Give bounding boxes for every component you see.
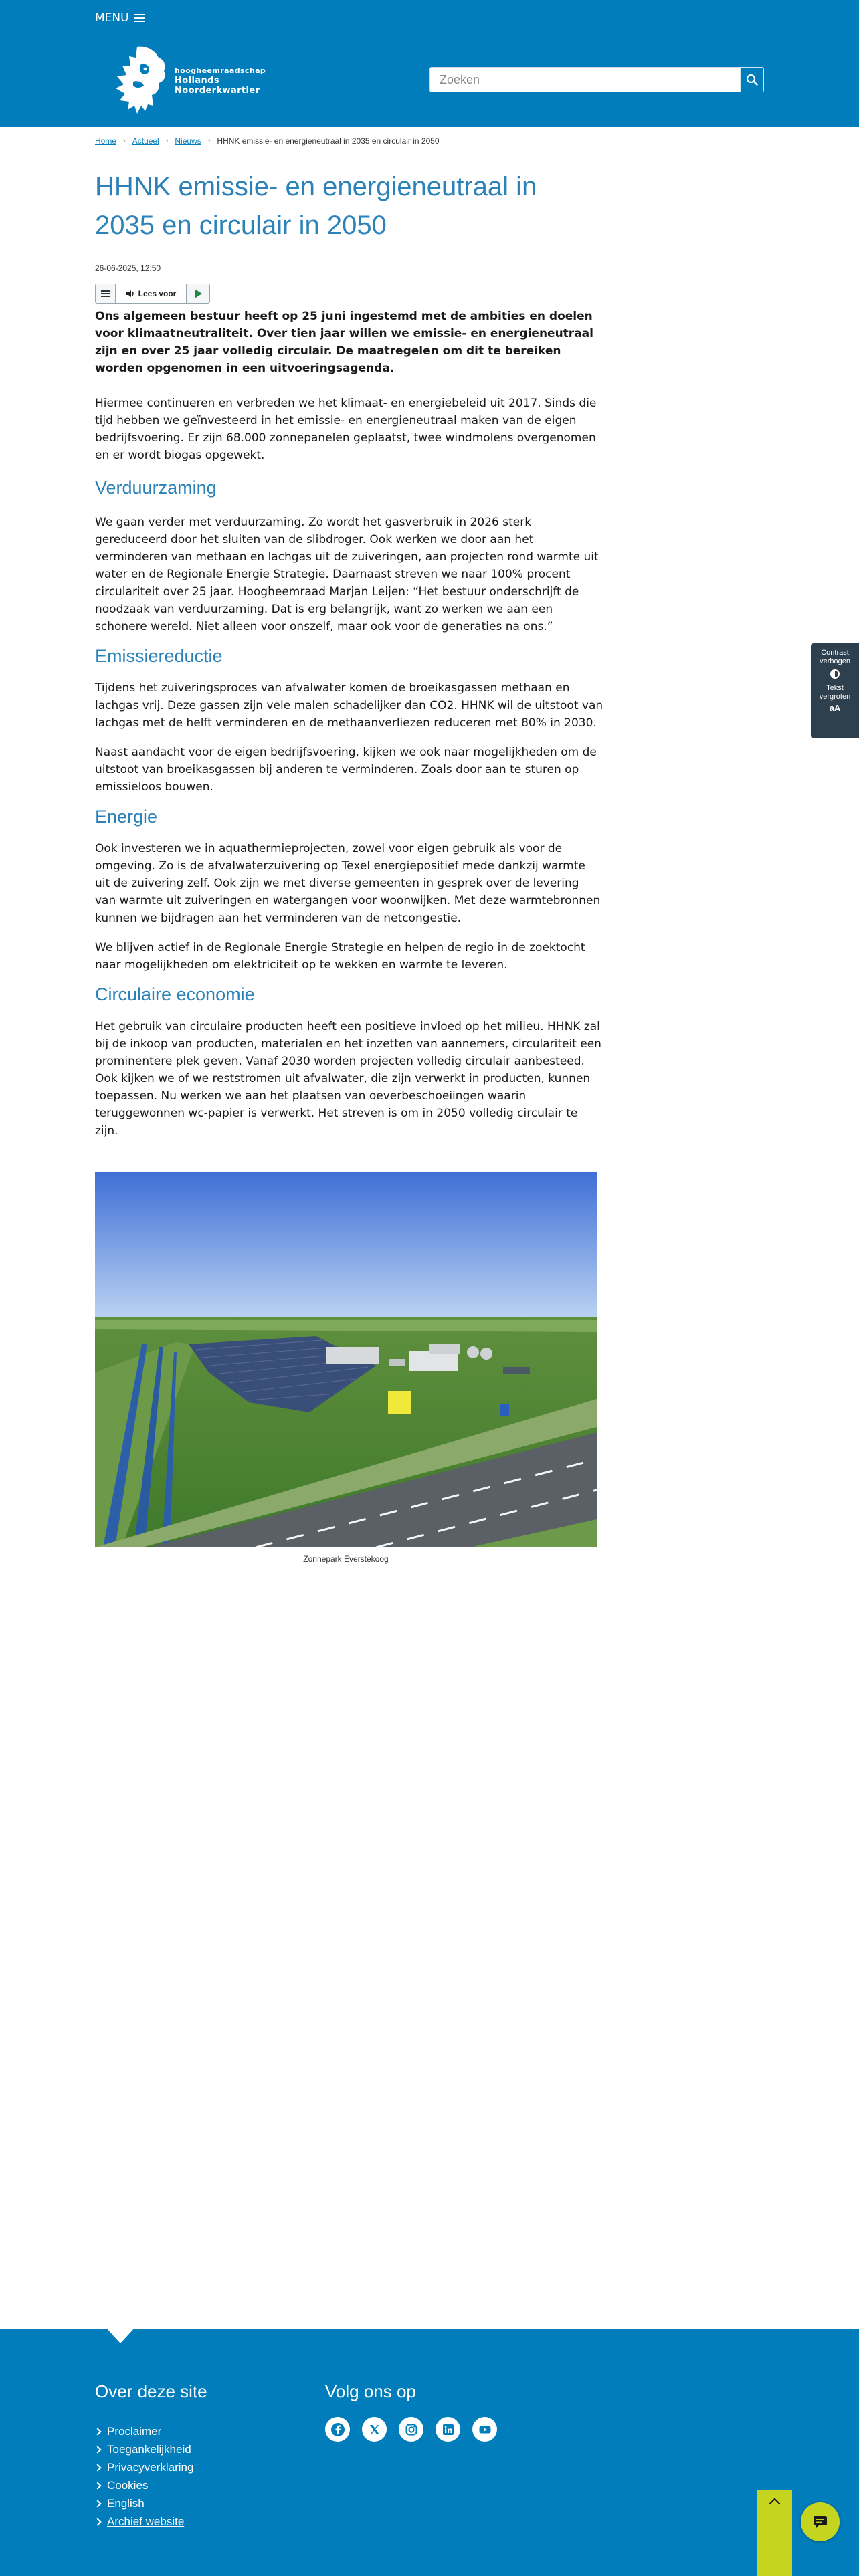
photo-caption: Zonnepark Everstekoog: [303, 1554, 389, 1564]
footer-link-item: [95, 2458, 207, 2476]
logo-text: [175, 66, 266, 96]
heading-emissiereductie: Emissiereductie: [95, 646, 223, 666]
text-size-icon: aA: [829, 703, 841, 713]
contrast-icon: [830, 669, 840, 679]
site-header: [0, 0, 859, 127]
x-link[interactable]: [362, 2417, 387, 2442]
paragraph-4: Naast aandacht voor de eigen bedrijfsvoering, kijken we ook naar mogelijkheden om de uitstoot van broeikasgassen bij anderen te verminderen. Zoals door aan te sturen op emissieloos bouwen.: [95, 746, 597, 794]
footer-link-item: [95, 2440, 207, 2458]
footer-link-item: [95, 2494, 207, 2512]
chevron-right-icon: ›: [123, 137, 126, 145]
chevron-right-icon: [94, 2500, 101, 2507]
contrast-button[interactable]: [811, 643, 859, 679]
chevron-right-icon: [94, 2428, 101, 2435]
logo-line-3: Noorderkwartier: [175, 85, 260, 96]
heading-circulaire-economie: Circulaire economie: [95, 984, 255, 1004]
breadcrumb-actueel[interactable]: Actueel: [132, 136, 159, 146]
readspeaker-menu-button[interactable]: [96, 284, 116, 303]
footer-about: [95, 2381, 207, 2531]
x-icon: [367, 2422, 382, 2437]
footer-notch: [106, 2327, 135, 2343]
search-bar: [430, 67, 764, 92]
paragraph-6: We blijven actief in de Regionale Energie Strategie en helpen de regio in de zoektocht naar mogelijkheden om elektriciteit op te wekken en warmte te leveren.: [95, 941, 585, 972]
paragraph-5: Ook investeren we in aquathermieprojecten, zowel voor eigen gebruik als voor de omgeving. Zo is de afvalwaterzuivering op Texel energiepositief mede dankzij warmte uit de zuivering zelf. Ook zijn we met diverse gemeenten in gesprek over de levering van warmte uit zuiveringen en watergangen voor woonwijken. Met deze warmtebronnen kunnen we bijdragen aan het verminderen van de netcongestie.: [95, 842, 601, 925]
social-links: [325, 2417, 497, 2442]
footer-link-item: [95, 2476, 207, 2494]
footer-social: [325, 2381, 497, 2442]
intro-paragraph: Ons algemeen bestuur heeft op 25 juni ingestemd met de ambities en doelen voor klimaatneutraliteit. Over tien jaar willen we emissie- en energieneutraal zijn en over 25 jaar volledig circulair. De maatregelen om dit te bereiken worden opgenomen in een uitvoeringsagenda.: [95, 310, 593, 375]
heading-verduurzaming: Verduurzaming: [95, 477, 217, 498]
accessibility-panel: [811, 643, 859, 738]
breadcrumb: [95, 136, 440, 146]
article: [95, 167, 603, 1140]
youtube-icon: [478, 2422, 492, 2437]
speaker-icon: [126, 290, 135, 298]
chat-button[interactable]: [801, 2502, 840, 2541]
chevron-right-icon: ›: [165, 137, 169, 145]
readspeaker-widget: [95, 284, 210, 304]
breadcrumb-current: HHNK emissie- en energieneutraal in 2035 en circulair in 2050: [217, 136, 440, 146]
linkedin-icon: [441, 2422, 456, 2437]
chevron-up-icon: [769, 2498, 781, 2510]
text-size-label: Tekst vergroten: [819, 684, 851, 701]
footer-link-english[interactable]: English: [107, 2496, 145, 2510]
footer-link-cookies[interactable]: Cookies: [107, 2478, 149, 2492]
paragraph-2: We gaan verder met verduurzaming. Zo wordt het gasverbruik in 2026 sterk gereduceerd door het sluiten van de slibdroger. Ook werken we door aan het verminderen van methaan en lachgas uit de zuiveringen, aan projecten rond warmte uit water en de Regionale Energie Strategie. Daarnaast streven we naar 100% procent circulariteit over 25 jaar. Hoogheemraad Marjan Leijen: “Het bestuur onderschrijft de noodzaak van verduurzaming. Dat is erg belangrijk, want zo werken we aan een schonere wereld. Niet alleen voor onszelf, maar ook voor de generaties na ons.”: [95, 516, 599, 633]
breadcrumb-home[interactable]: Home: [95, 136, 117, 146]
logo-line-2: Hollands: [175, 75, 219, 86]
facebook-icon: [330, 2422, 345, 2437]
footer-link-archief[interactable]: Archief website: [107, 2514, 185, 2528]
footer-link-item: [95, 2512, 207, 2531]
facebook-link[interactable]: [325, 2417, 350, 2442]
footer-link-privacyverklaring[interactable]: Privacyverklaring: [107, 2460, 194, 2474]
contrast-label: Contrast verhogen: [820, 649, 850, 665]
footer-follow-title: Volg ons op: [325, 2381, 416, 2401]
search-input[interactable]: [430, 67, 740, 92]
play-button[interactable]: [187, 284, 209, 303]
chat-icon: [813, 2515, 828, 2529]
aerial-solar-park-illustration: [95, 1172, 597, 1547]
search-icon: [746, 74, 758, 86]
instagram-link[interactable]: [399, 2417, 423, 2442]
page-title: HHNK emissie- en energieneutraal in 2035 en circulair in 2050: [95, 172, 537, 240]
text-size-button[interactable]: [811, 679, 859, 712]
publish-date: 26-06-2025, 12:50: [95, 263, 161, 273]
site-footer: [0, 2329, 859, 2576]
hamburger-icon: [134, 14, 145, 22]
read-aloud-button[interactable]: [116, 284, 187, 303]
solar-park-photo: [95, 1172, 597, 1547]
footer-about-title: Over deze site: [95, 2381, 207, 2401]
chevron-right-icon: [94, 2464, 101, 2471]
footer-links: [95, 2422, 207, 2531]
heading-energie: Energie: [95, 807, 158, 827]
footer-link-proclaimer[interactable]: Proclaimer: [107, 2424, 162, 2438]
play-icon: [195, 289, 202, 298]
footer-link-item: [95, 2422, 207, 2440]
menu-label: MENU: [95, 11, 129, 25]
menu-button[interactable]: [95, 8, 145, 28]
chevron-right-icon: [94, 2518, 101, 2525]
paragraph-7: Het gebruik van circulaire producten heeft een positieve invloed op het milieu. HHNK zal bij de inkoop van producten, materialen en het inzetten van aannemers, circulariteit een prominentere plek geven. Vanaf 2030 worden projecten volledig circulair aanbesteed. Ook kijken we of we reststromen uit afvalwater, die zijn verwerkt in producten, kunnen toepassen. Nu werken we aan het plaatsen van oeverbeschoeiingen waarin teruggewonnen wc-papier is verwerkt. Het streven is om in 2050 volledig circulair te zijn.: [95, 1020, 601, 1138]
instagram-icon: [404, 2422, 419, 2437]
linkedin-link[interactable]: [436, 2417, 460, 2442]
breadcrumb-nieuws[interactable]: Nieuws: [175, 136, 201, 146]
paragraph-3: Tijdens het zuiveringsproces van afvalwater komen de broeikasgassen methaan en lachgas vrij. Deze gassen zijn vele malen schadelijker dan CO2. HHNK wil de uitstoot van lachgas met de helft verminderen en de methaanverliezen reduceren met 80% in 2030.: [95, 681, 603, 730]
chevron-right-icon: [94, 2482, 101, 2489]
menu-icon: [101, 290, 110, 297]
read-aloud-label: Lees voor: [138, 289, 177, 298]
lion-logo-icon: [110, 44, 168, 116]
site-logo[interactable]: [110, 44, 266, 116]
paragraph-1: Hiermee continueren en verbreden we het klimaat- en energiebeleid uit 2017. Sinds die tijd hebben we geïnvesteerd in het emissie- en energieneutraal maken van de eigen bedrijfsvoering. Er zijn 68.000 zonnepanelen geplaatst, twee windmolens overgenomen en er wordt biogas opgewekt.: [95, 397, 597, 462]
chevron-right-icon: ›: [207, 137, 211, 145]
logo-line-1: hoogheemraadschap: [175, 66, 266, 75]
back-to-top-button[interactable]: [757, 2490, 792, 2576]
youtube-link[interactable]: [472, 2417, 497, 2442]
chevron-right-icon: [94, 2446, 101, 2453]
footer-link-toegankelijkheid[interactable]: Toegankelijkheid: [107, 2442, 191, 2456]
search-button[interactable]: [740, 67, 764, 92]
